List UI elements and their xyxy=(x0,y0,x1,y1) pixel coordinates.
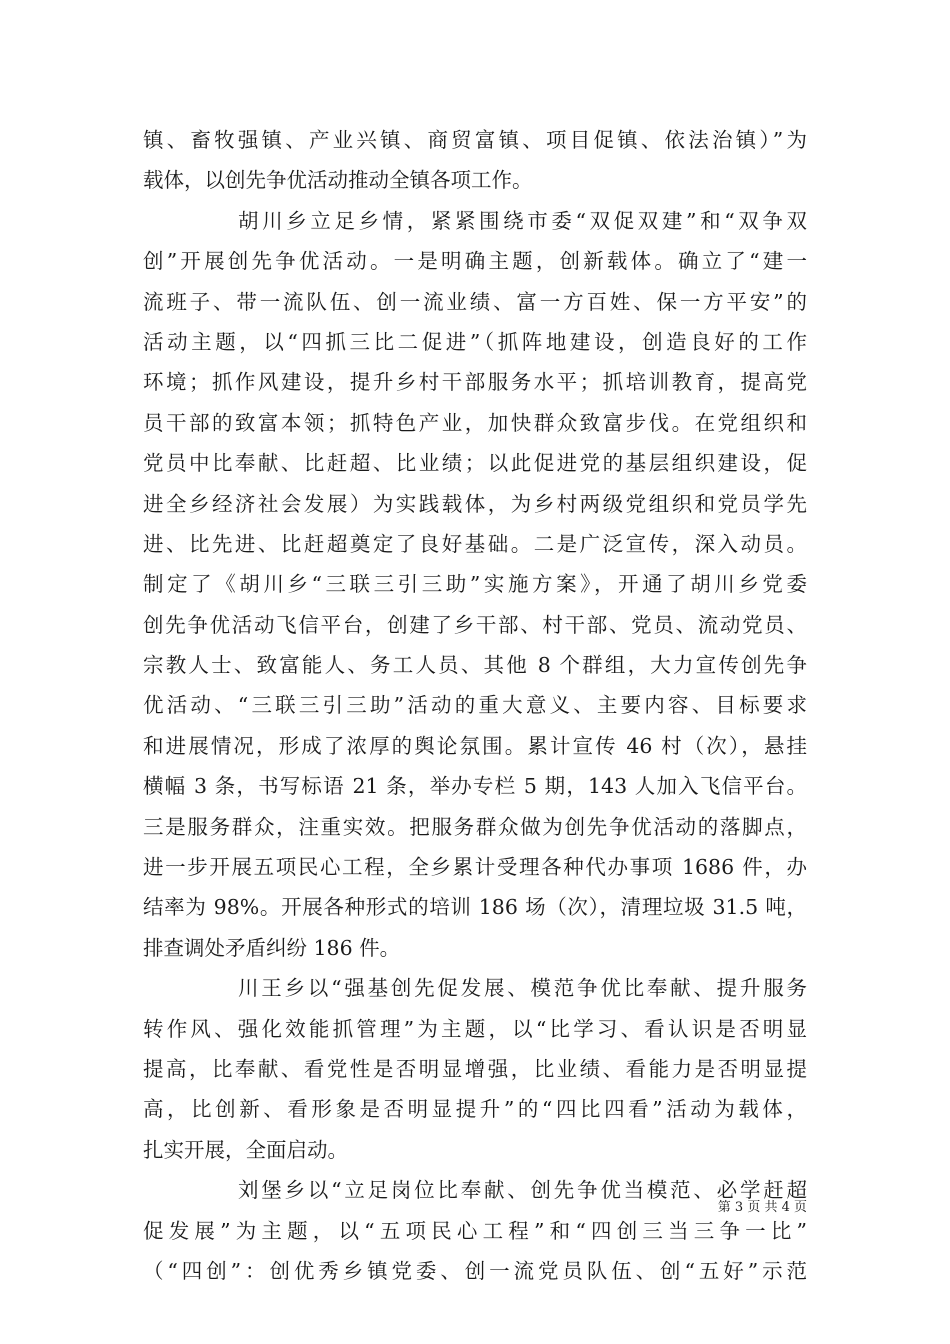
text-line: 优活动、“三联三引三助”活动的重大意义、主要内容、目标要求 xyxy=(143,693,807,718)
text-line: 镇、畜牧强镇、产业兴镇、商贸富镇、项目促镇、依法治镇）”为 xyxy=(143,128,807,152)
text-line: 进一步开展五项民心工程，全乡累计受理各种代办事项 1686 件，办 xyxy=(143,855,807,880)
text-line: 横幅 3 条，书写标语 21 条，举办专栏 5 期，143 人加入飞信平台。 xyxy=(143,774,807,799)
text-line: 胡川乡立足乡情，紧紧围绕市委“双促双建”和“双争双 xyxy=(238,208,807,233)
text-line: 提高，比奉献、看党性是否明显增强，比业绩、看能力是否明显提 xyxy=(143,1056,807,1081)
paragraph xyxy=(143,120,807,201)
text-line: 川王乡以“强基创先促发展、模范争优比奉献、提升服务 xyxy=(238,976,807,1001)
text-line: 制定了《胡川乡“三联三引三助”实施方案》，开通了胡川乡党委 xyxy=(143,572,807,597)
text-line: 促发展”为主题，以“五项民心工程”和“四创三当三争一比” xyxy=(143,1218,807,1243)
text-line: 刘堡乡以“立足岗位比奉献、创先争优当模范、必学赶超 xyxy=(238,1178,807,1203)
text-line: 扎实开展，全面启动。 xyxy=(143,1137,348,1162)
text-line: （“四创”：创优秀乡镇党委、创一流党员队伍、创“五好”示范 xyxy=(143,1258,807,1283)
text-line: 进、比先进、比赶超奠定了良好基础。二是广泛宣传，深入动员。 xyxy=(143,531,807,556)
text-line: 转作风、强化效能抓管理”为主题，以“比学习、看认识是否明显 xyxy=(143,1016,807,1041)
text-line: 载体，以创先争优活动推动全镇各项工作。 xyxy=(143,168,533,193)
paragraph xyxy=(143,968,807,1170)
document-body xyxy=(143,120,807,1291)
text-line: 排查调处矛盾纠纷 186 件。 xyxy=(143,935,401,960)
text-line: 创”开展创先争优活动。一是明确主题，创新载体。确立了“建一 xyxy=(143,249,807,274)
text-line: 宗教人士、致富能人、务工人员、其他 8 个群组，大力宣传创先争 xyxy=(143,653,807,678)
text-line: 和进展情况，形成了浓厚的舆论氛围。累计宣传 46 村（次），悬挂 xyxy=(143,733,807,758)
text-line: 环境；抓作风建设，提升乡村干部服务水平；抓培训教育，提高党 xyxy=(143,370,807,395)
text-line: 三是服务群众，注重实效。把服务群众做为创先争优活动的落脚点， xyxy=(143,814,807,839)
text-line: 结率为 98%。开展各种形式的培训 186 场（次），清理垃圾 31.5 吨， xyxy=(143,895,807,920)
paragraph xyxy=(143,1170,807,1291)
text-line: 流班子、带一流队伍、创一流业绩、富一方百姓、保一方平安”的 xyxy=(143,289,807,314)
text-line: 高，比创新、看形象是否明显提升”的“四比四看”活动为载体， xyxy=(143,1097,807,1122)
text-line: 活动主题，以“四抓三比二促进”（抓阵地建设，创造良好的工作 xyxy=(143,329,807,354)
text-line: 党员中比奉献、比赶超、比业绩；以此促进党的基层组织建设，促 xyxy=(143,451,807,476)
text-line: 员干部的致富本领；抓特色产业，加快群众致富步伐。在党组织和 xyxy=(143,410,807,435)
page-footer: 第 3 页 共 4 页 xyxy=(717,1200,807,1215)
text-line: 进全乡经济社会发展）为实践载体，为乡村两级党组织和党员学先 xyxy=(143,491,807,516)
paragraph xyxy=(143,201,807,968)
text-line: 创先争优活动飞信平台，创建了乡干部、村干部、党员、流动党员、 xyxy=(143,612,807,637)
